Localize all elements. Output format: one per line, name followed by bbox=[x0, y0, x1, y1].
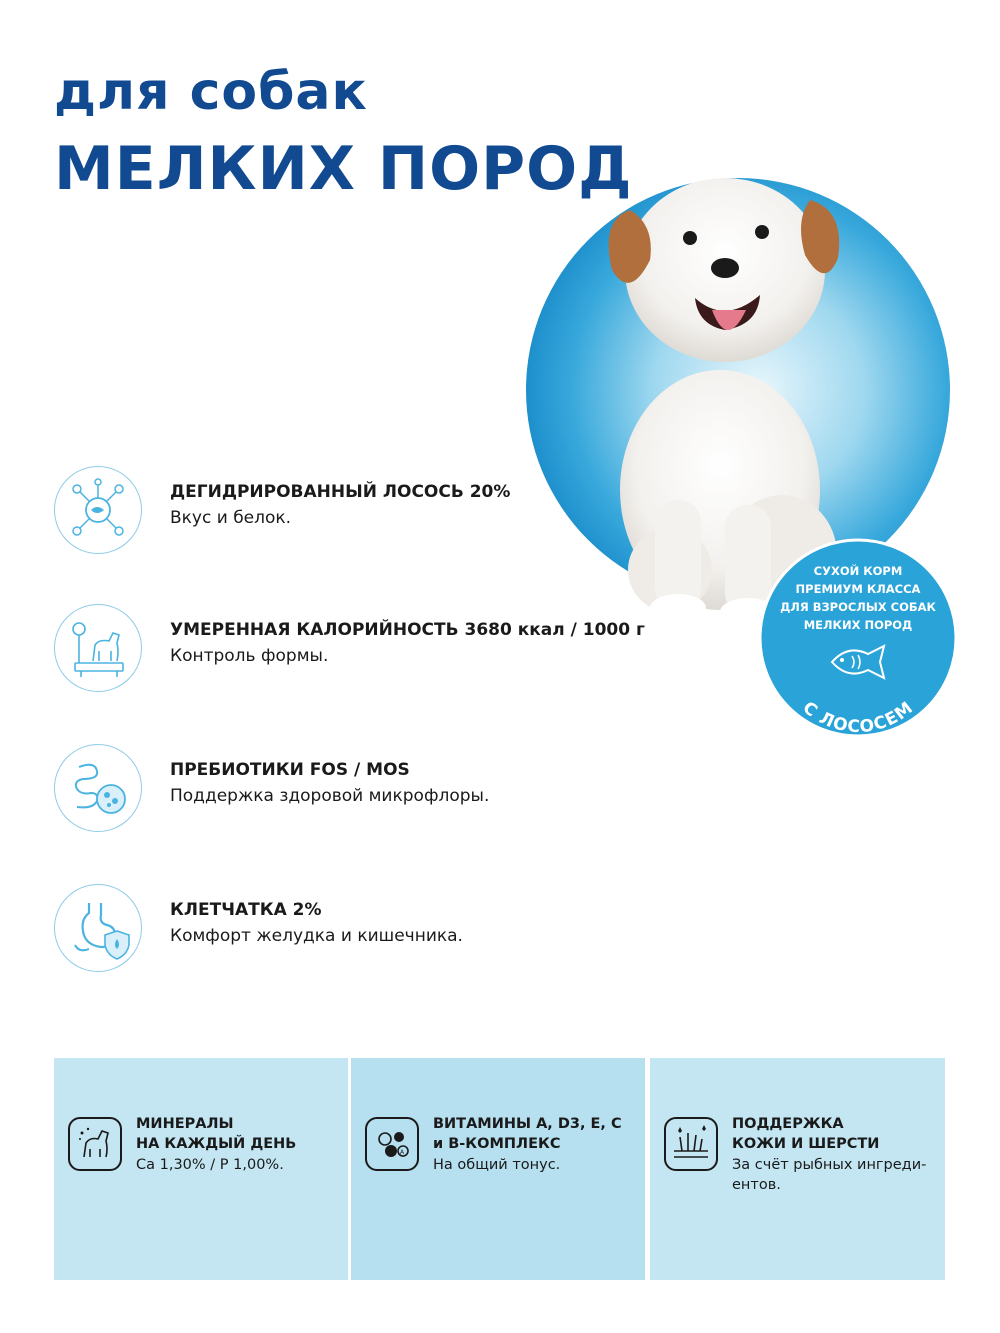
panel-title bbox=[136, 1114, 296, 1154]
feature-subtitle: Контроль формы. bbox=[170, 646, 329, 666]
intestine-probiotic-icon bbox=[55, 745, 141, 831]
panel-icon-frame bbox=[365, 1117, 419, 1171]
skin-coat-icon bbox=[666, 1119, 716, 1169]
badge-line-1: СУХОЙ КОРМ bbox=[813, 564, 903, 578]
panel-title-line: ВИТАМИНЫ А, D3, Е, С bbox=[433, 1116, 622, 1132]
badge-arc-text bbox=[760, 540, 956, 736]
scale-dog-icon bbox=[55, 605, 141, 691]
panel-subtitle: Ca 1,30% / P 1,00%. bbox=[136, 1157, 284, 1173]
badge-line-3: ДЛЯ ВЗРОСЛЫХ СОБАК bbox=[780, 600, 936, 614]
vitamins-icon bbox=[367, 1119, 417, 1169]
feature-salmon bbox=[54, 466, 694, 566]
dog-minerals-icon bbox=[70, 1119, 120, 1169]
feature-icon-frame bbox=[54, 884, 142, 972]
title-line-2: МЕЛКИХ ПОРОД bbox=[54, 134, 633, 204]
feature-subtitle: Вкус и белок. bbox=[170, 508, 292, 528]
panel-title bbox=[732, 1114, 879, 1154]
stomach-shield-icon bbox=[55, 885, 141, 971]
feature-fiber bbox=[54, 884, 694, 984]
feature-icon-frame bbox=[54, 466, 142, 554]
panel-skin-coat bbox=[650, 1058, 945, 1280]
feature-title: УМЕРЕННАЯ КАЛОРИЙНОСТЬ 3680 ккал / 1000 г bbox=[170, 620, 645, 640]
panel-vitamins bbox=[351, 1058, 645, 1280]
badge-line-2: ПРЕМИУМ КЛАССА bbox=[795, 582, 921, 596]
feature-subtitle: Поддержка здоровой микрофлоры. bbox=[170, 786, 490, 806]
panel-title-line: МИНЕРАЛЫ bbox=[136, 1116, 234, 1132]
svg-text:A: A bbox=[400, 1149, 405, 1156]
feature-calories bbox=[54, 604, 694, 704]
panel-title-line: НА КАЖДЫЙ ДЕНЬ bbox=[136, 1136, 297, 1152]
panel-subtitle: За счёт рыбных ингреди-ентов. bbox=[732, 1157, 927, 1193]
panel-title-line: и В-КОМПЛЕКС bbox=[433, 1136, 561, 1152]
panel-icon-frame bbox=[664, 1117, 718, 1171]
feature-icon-frame bbox=[54, 744, 142, 832]
panel-subtitle: На общий тонус. bbox=[433, 1157, 561, 1173]
svg-text:С ЛОСОСЕМ: С ЛОСОСЕМ bbox=[798, 697, 918, 736]
feature-title: ДЕГИДРИРОВАННЫЙ ЛОСОСЬ 20% bbox=[170, 482, 511, 502]
feature-prebiotics bbox=[54, 744, 694, 844]
panel-minerals bbox=[54, 1058, 348, 1280]
feature-icon-frame bbox=[54, 604, 142, 692]
title-line-1: для собак bbox=[54, 62, 368, 122]
feature-subtitle: Комфорт желудка и кишечника. bbox=[170, 926, 463, 946]
panel-title-line: КОЖИ И ШЕРСТИ bbox=[732, 1136, 880, 1152]
feature-title: ПРЕБИОТИКИ FOS / MOS bbox=[170, 760, 410, 780]
molecule-fish-icon bbox=[55, 467, 141, 553]
panel-title bbox=[433, 1114, 622, 1154]
badge-line-4: МЕЛКИХ ПОРОД bbox=[803, 618, 913, 632]
panel-icon-frame bbox=[68, 1117, 122, 1171]
feature-title: КЛЕТЧАТКА 2% bbox=[170, 900, 322, 920]
panel-title-line: ПОДДЕРЖКА bbox=[732, 1116, 844, 1132]
